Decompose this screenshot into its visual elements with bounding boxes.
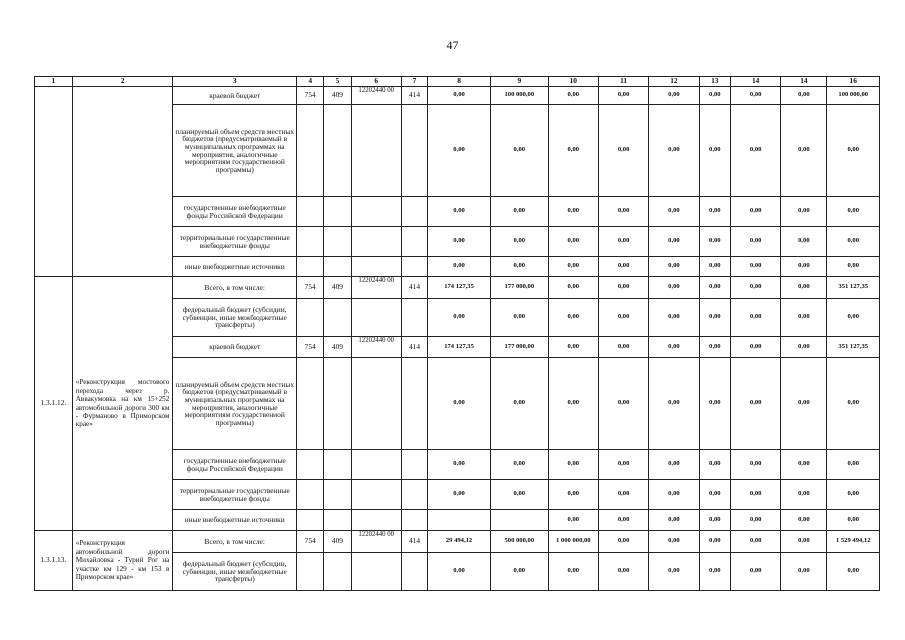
value-cell: 0,00 — [490, 358, 548, 450]
code-cell: 409 — [324, 531, 351, 553]
value-cell: 0,00 — [699, 553, 730, 591]
header-cell: 2 — [72, 77, 173, 87]
value-cell: 0,00 — [598, 553, 648, 591]
value-cell: 0,00 — [428, 553, 491, 591]
value-cell: 0,00 — [598, 299, 648, 337]
value-cell: 0,00 — [827, 227, 880, 257]
header-cell: 9 — [490, 77, 548, 87]
value-cell: 0,00 — [490, 553, 548, 591]
code-cell — [324, 510, 351, 531]
value-cell: 0,00 — [731, 197, 781, 227]
value-cell: 0,00 — [649, 553, 699, 591]
value-cell: 0,00 — [598, 480, 648, 510]
page-number: 47 — [446, 38, 459, 52]
code-cell — [324, 450, 351, 480]
code-cell — [351, 257, 401, 277]
value-cell: 0,00 — [490, 299, 548, 337]
funding-source: федеральный бюджет (субсидии, субвенции, иные межбюджетные трансферты) — [173, 553, 297, 591]
value-cell: 0,00 — [781, 299, 827, 337]
value-cell: 0,00 — [548, 87, 598, 105]
code-cell — [324, 105, 351, 197]
value-cell: 0,00 — [548, 257, 598, 277]
header-cell: 14 — [731, 77, 781, 87]
value-cell: 0,00 — [731, 105, 781, 197]
code-cell: 414 — [401, 277, 427, 299]
funding-source: территориальные государственные внебюджетные фонды — [173, 480, 297, 510]
code-cell — [401, 553, 427, 591]
value-cell: 0,00 — [827, 197, 880, 227]
value-cell: 0,00 — [428, 257, 491, 277]
value-cell: 0,00 — [649, 480, 699, 510]
value-cell: 0,00 — [649, 227, 699, 257]
value-cell: 0,00 — [428, 299, 491, 337]
header-cell: 10 — [548, 77, 598, 87]
value-cell: 0,00 — [827, 510, 880, 531]
budget-table — [34, 76, 880, 591]
value-cell: 0,00 — [827, 358, 880, 450]
value-cell: 0,00 — [490, 480, 548, 510]
funding-source: краевой бюджет — [173, 87, 297, 105]
header-cell: 11 — [598, 77, 648, 87]
value-cell: 0,00 — [699, 257, 730, 277]
code-cell: 414 — [401, 87, 427, 105]
code-cell — [401, 227, 427, 257]
header-cell: 8 — [428, 77, 491, 87]
value-cell: 0,00 — [781, 257, 827, 277]
value-cell: 0,00 — [827, 480, 880, 510]
code-cell — [351, 299, 401, 337]
code-cell — [324, 257, 351, 277]
table-row — [35, 531, 880, 553]
code-cell — [351, 105, 401, 197]
value-cell: 0,00 — [781, 197, 827, 227]
value-cell: 0,00 — [827, 299, 880, 337]
value-cell: 0,00 — [598, 197, 648, 227]
code-cell — [401, 480, 427, 510]
value-cell: 0,00 — [731, 299, 781, 337]
value-cell: 0,00 — [699, 510, 730, 531]
value-cell: 1 529 494,12 — [827, 531, 880, 553]
value-cell: 0,00 — [699, 337, 730, 358]
value-cell: 0,00 — [548, 510, 598, 531]
code-cell: 754 — [297, 531, 324, 553]
value-cell: 0,00 — [548, 299, 598, 337]
code-cell — [401, 450, 427, 480]
funding-source: планируемый объем средств местных бюджетов (предусматриваемый в муниципальных программах на мероприятия, аналогичные мероприятиям государственной программы) — [173, 105, 297, 197]
header-row — [35, 77, 880, 87]
value-cell: 0,00 — [781, 553, 827, 591]
value-cell: 0,00 — [598, 358, 648, 450]
value-cell: 0,00 — [490, 450, 548, 480]
value-cell: 500 000,00 — [490, 531, 548, 553]
funding-source: иные внебюджетные источники — [173, 257, 297, 277]
value-cell: 0,00 — [781, 531, 827, 553]
value-cell: 0,00 — [827, 105, 880, 197]
value-cell: 0,00 — [490, 227, 548, 257]
value-cell: 0,00 — [731, 277, 781, 299]
code-cell: 414 — [401, 337, 427, 358]
value-cell: 0,00 — [731, 227, 781, 257]
value-cell: 0,00 — [598, 510, 648, 531]
code-cell — [297, 227, 324, 257]
item-code: 1.3.1.13. — [35, 531, 73, 591]
value-cell: 0,00 — [548, 553, 598, 591]
value-cell: 0,00 — [781, 358, 827, 450]
value-cell: 174 127,35 — [428, 337, 491, 358]
value-cell: 0,00 — [731, 480, 781, 510]
value-cell: 177 000,00 — [490, 337, 548, 358]
value-cell: 0,00 — [548, 197, 598, 227]
code-cell — [297, 553, 324, 591]
value-cell: 0,00 — [649, 531, 699, 553]
value-cell: 0,00 — [649, 358, 699, 450]
value-cell: 0,00 — [428, 480, 491, 510]
code-cell: 12202440 00 — [351, 531, 401, 553]
value-cell: 0,00 — [731, 553, 781, 591]
funding-source: краевой бюджет — [173, 337, 297, 358]
code-cell — [351, 480, 401, 510]
value-cell: 0,00 — [649, 337, 699, 358]
header-cell: 3 — [173, 77, 297, 87]
value-cell: 1 000 000,00 — [548, 531, 598, 553]
funding-source: государственные внебюджетные фонды Российской Федерации — [173, 197, 297, 227]
code-cell — [324, 299, 351, 337]
value-cell: 0,00 — [490, 105, 548, 197]
value-cell: 0,00 — [699, 105, 730, 197]
code-cell — [324, 227, 351, 257]
value-cell — [428, 510, 491, 531]
value-cell: 0,00 — [428, 197, 491, 227]
code-cell: 12202440 00 — [351, 277, 401, 299]
code-cell: 12202440 00 — [351, 87, 401, 105]
code-cell — [297, 358, 324, 450]
value-cell: 0,00 — [598, 227, 648, 257]
code-cell — [297, 510, 324, 531]
code-cell — [351, 197, 401, 227]
code-cell — [324, 553, 351, 591]
value-cell: 0,00 — [731, 358, 781, 450]
code-cell — [351, 227, 401, 257]
value-cell: 0,00 — [781, 105, 827, 197]
item-code: 1.3.1.12. — [35, 277, 73, 531]
value-cell: 0,00 — [548, 277, 598, 299]
value-cell: 0,00 — [699, 480, 730, 510]
funding-source: иные внебюджетные источники — [173, 510, 297, 531]
value-cell: 0,00 — [428, 105, 491, 197]
code-empty — [35, 87, 73, 277]
code-cell — [324, 197, 351, 227]
value-cell: 0,00 — [649, 450, 699, 480]
value-cell: 0,00 — [781, 337, 827, 358]
value-cell: 100 000,00 — [490, 87, 548, 105]
value-cell: 174 127,35 — [428, 277, 491, 299]
code-cell — [324, 358, 351, 450]
value-cell: 0,00 — [827, 553, 880, 591]
value-cell: 0,00 — [731, 450, 781, 480]
value-cell: 0,00 — [548, 105, 598, 197]
value-cell: 177 000,00 — [490, 277, 548, 299]
funding-source: планируемый объем средств местных бюджетов (предусматриваемый в муниципальных программах на мероприятия, аналогичные мероприятиям государственной программы) — [173, 358, 297, 450]
value-cell: 0,00 — [731, 510, 781, 531]
value-cell: 0,00 — [598, 277, 648, 299]
value-cell: 0,00 — [548, 358, 598, 450]
code-cell: 12202440 00 — [351, 337, 401, 358]
value-cell: 0,00 — [699, 450, 730, 480]
value-cell: 0,00 — [598, 337, 648, 358]
value-cell: 0,00 — [781, 87, 827, 105]
value-cell: 0,00 — [548, 450, 598, 480]
funding-source: федеральный бюджет (субсидии, субвенции, иные межбюджетные трансферты) — [173, 299, 297, 337]
value-cell: 0,00 — [699, 277, 730, 299]
code-cell — [297, 105, 324, 197]
code-cell — [351, 510, 401, 531]
value-cell: 0,00 — [490, 257, 548, 277]
value-cell: 0,00 — [548, 227, 598, 257]
code-cell: 409 — [324, 337, 351, 358]
value-cell: 0,00 — [428, 87, 491, 105]
value-cell: 0,00 — [598, 87, 648, 105]
value-cell: 0,00 — [649, 197, 699, 227]
code-cell — [401, 105, 427, 197]
funding-source: Всего, в том числе: — [173, 531, 297, 553]
value-cell — [490, 510, 548, 531]
value-cell: 0,00 — [731, 87, 781, 105]
value-cell: 0,00 — [827, 450, 880, 480]
code-cell — [401, 299, 427, 337]
value-cell: 0,00 — [781, 227, 827, 257]
table-row — [35, 87, 880, 105]
value-cell: 0,00 — [827, 257, 880, 277]
funding-source: Всего, в том числе: — [173, 277, 297, 299]
header-cell: 14 — [781, 77, 827, 87]
value-cell: 0,00 — [598, 531, 648, 553]
item-name: «Реконструкция мостового перехода через р. Аввакумовка на км 15+252 автомобильной дороги 300 км - Фурманово в Приморском крае» — [72, 277, 173, 531]
value-cell: 0,00 — [649, 299, 699, 337]
value-cell: 0,00 — [428, 450, 491, 480]
value-cell: 100 000,00 — [827, 87, 880, 105]
item-name: «Реконструкция автомобильной дороги Михайловка - Турий Рог на участке км 129 - км 153 в Приморском крае» — [72, 531, 173, 591]
value-cell: 0,00 — [731, 257, 781, 277]
code-cell: 754 — [297, 277, 324, 299]
header-cell: 12 — [649, 77, 699, 87]
code-cell — [401, 358, 427, 450]
code-cell: 409 — [324, 87, 351, 105]
header-cell: 13 — [699, 77, 730, 87]
funding-source: государственные внебюджетные фонды Российской Федерации — [173, 450, 297, 480]
header-cell: 16 — [827, 77, 880, 87]
code-cell: 754 — [297, 87, 324, 105]
header-cell: 7 — [401, 77, 427, 87]
value-cell: 0,00 — [781, 480, 827, 510]
code-cell — [297, 299, 324, 337]
value-cell: 0,00 — [731, 531, 781, 553]
value-cell: 0,00 — [781, 450, 827, 480]
value-cell: 0,00 — [781, 277, 827, 299]
value-cell: 0,00 — [731, 337, 781, 358]
value-cell: 0,00 — [490, 197, 548, 227]
table-row — [35, 277, 880, 299]
value-cell: 0,00 — [649, 257, 699, 277]
value-cell: 0,00 — [649, 510, 699, 531]
value-cell: 351 127,35 — [827, 277, 880, 299]
value-cell: 0,00 — [548, 480, 598, 510]
header-cell: 5 — [324, 77, 351, 87]
value-cell: 0,00 — [699, 531, 730, 553]
code-cell — [324, 480, 351, 510]
header-cell: 6 — [351, 77, 401, 87]
value-cell: 0,00 — [548, 337, 598, 358]
value-cell: 0,00 — [699, 87, 730, 105]
value-cell: 0,00 — [699, 227, 730, 257]
code-cell — [351, 553, 401, 591]
value-cell: 0,00 — [598, 105, 648, 197]
code-cell: 414 — [401, 531, 427, 553]
value-cell: 0,00 — [428, 227, 491, 257]
header-cell: 1 — [35, 77, 73, 87]
code-cell — [351, 358, 401, 450]
code-cell — [401, 510, 427, 531]
name-empty — [72, 87, 173, 277]
code-cell: 409 — [324, 277, 351, 299]
value-cell: 0,00 — [781, 510, 827, 531]
value-cell: 0,00 — [649, 277, 699, 299]
value-cell: 0,00 — [428, 358, 491, 450]
code-cell — [297, 450, 324, 480]
value-cell: 0,00 — [699, 299, 730, 337]
code-cell: 754 — [297, 337, 324, 358]
value-cell: 0,00 — [649, 87, 699, 105]
code-cell — [401, 197, 427, 227]
value-cell: 0,00 — [699, 358, 730, 450]
value-cell: 0,00 — [699, 197, 730, 227]
value-cell: 351 127,35 — [827, 337, 880, 358]
code-cell — [297, 480, 324, 510]
value-cell: 0,00 — [598, 257, 648, 277]
value-cell: 0,00 — [649, 105, 699, 197]
code-cell — [297, 257, 324, 277]
header-cell: 4 — [297, 77, 324, 87]
code-cell — [297, 197, 324, 227]
funding-source: территориальные государственные внебюджетные фонды — [173, 227, 297, 257]
value-cell: 29 494,12 — [428, 531, 491, 553]
value-cell: 0,00 — [598, 450, 648, 480]
code-cell — [401, 257, 427, 277]
code-cell — [351, 450, 401, 480]
